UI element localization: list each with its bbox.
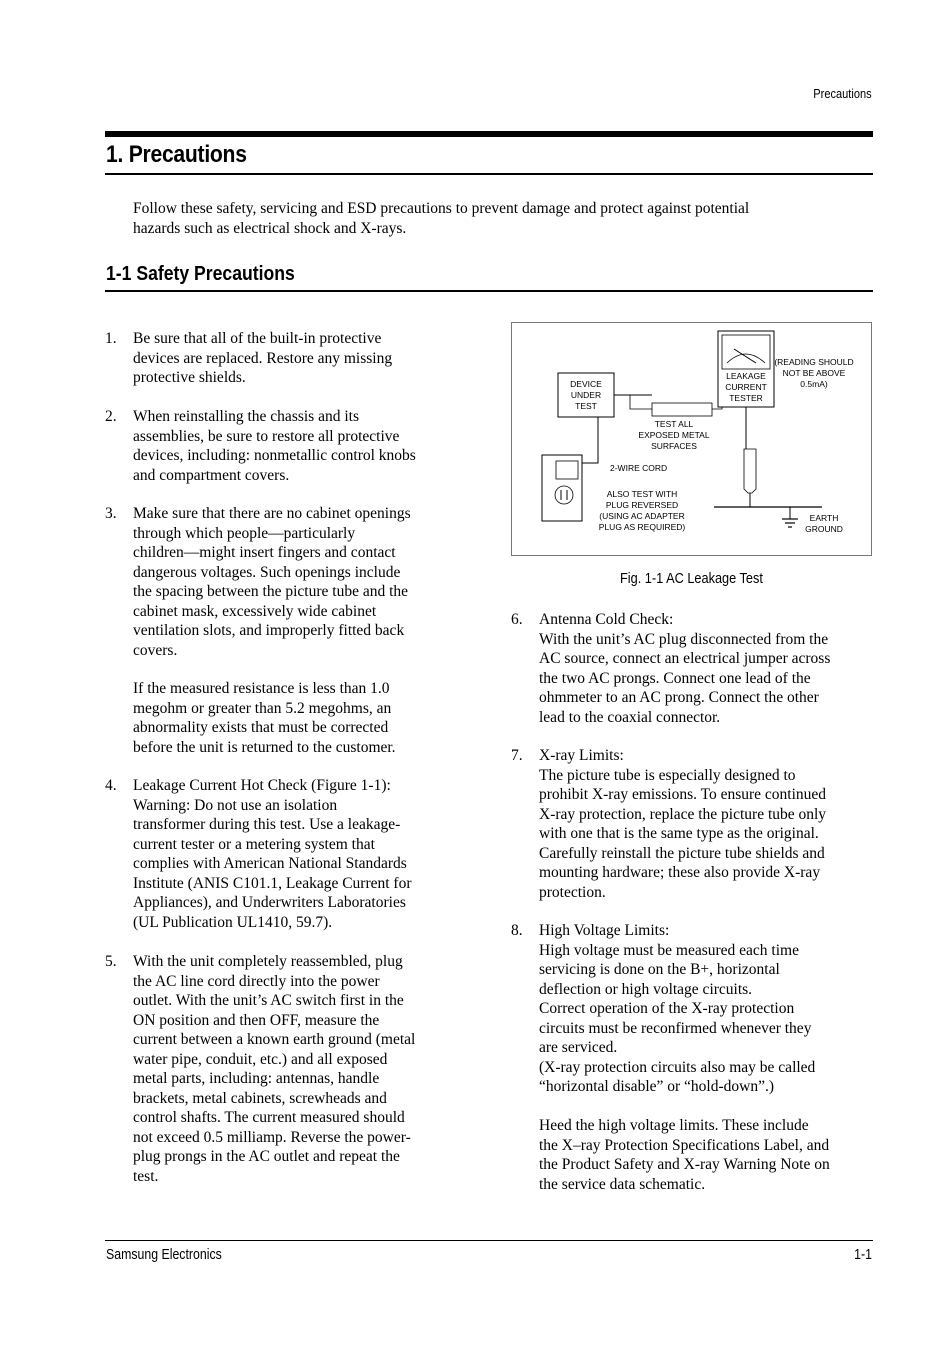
item-line: assemblies, be sure to restore all protective <box>133 427 400 445</box>
item-line: protective shields. <box>133 369 246 386</box>
also-test-label: (USING AC ADAPTER <box>599 511 685 521</box>
item-line: AC source, connect an electrical jumper across <box>539 650 831 667</box>
item-line: and compartment covers. <box>133 466 290 484</box>
section-title-rule <box>105 173 873 175</box>
item-line: are serviced. <box>539 1039 618 1056</box>
item-line: the AC line cord directly into the power <box>133 972 380 990</box>
item-line: the two AC prongs. Connect one lead of the <box>539 669 811 687</box>
intro-line: hazards such as electrical shock and X-rays. <box>133 219 407 237</box>
tester-label: LEAKAGE <box>726 371 766 381</box>
item-number: 2. <box>105 408 117 425</box>
item-line: Carefully reinstall the picture tube shields and <box>539 844 825 862</box>
earth-label: EARTH <box>809 513 839 523</box>
item-line: If the measured resistance is less than 1.0 <box>133 680 390 697</box>
reading-note: (READING SHOULD <box>774 357 854 367</box>
item-line: metal parts, including: antennas, handle <box>133 1070 380 1087</box>
reading-note: 0.5mA) <box>800 379 828 389</box>
item-line: not exceed 0.5 milliamp. Reverse the power- <box>133 1128 411 1146</box>
intro-paragraph <box>133 199 873 238</box>
item-line: “horizontal disable” or “hold-down”.) <box>539 1078 774 1095</box>
footer-company: Samsung Electronics <box>106 1247 222 1263</box>
item-line: current tester or a metering system that <box>133 835 375 853</box>
item-line: covers. <box>133 641 178 659</box>
item-number: 8. <box>511 922 523 939</box>
also-test-label: ALSO TEST WITH <box>606 489 678 499</box>
item-line: current between a known earth ground (metal <box>133 1031 416 1048</box>
item-line: X-ray protection, replace the picture tube only <box>539 805 827 823</box>
test-probe <box>652 403 712 416</box>
item-line: transformer during this test. Use a leakage- <box>133 816 401 833</box>
item-number: 3. <box>105 505 117 522</box>
item-line: High voltage must be measured each time <box>539 941 799 959</box>
outlet-socket <box>555 486 573 504</box>
probe-lead <box>630 395 652 409</box>
item-line: Correct operation of the X-ray protection <box>539 1000 795 1017</box>
item-line: Warning: Do not use an isolation <box>133 796 338 814</box>
item-line: The picture tube is especially designed to <box>539 766 796 784</box>
intro-line: Follow these safety, servicing and ESD precautions to prevent damage and protect against potential <box>133 200 750 217</box>
cord-label: 2-WIRE CORD <box>610 463 668 473</box>
figure-caption: Fig. 1-1 AC Leakage Test <box>620 570 763 587</box>
item-body <box>539 610 830 727</box>
item-line: before the unit is returned to the customer. <box>133 738 396 756</box>
running-header: Precautions <box>813 86 872 101</box>
item-line: ventilation slots, and improperly fitted back <box>133 622 405 639</box>
item-line: cabinet mask, excessively wide cabinet <box>133 602 377 620</box>
item-line: mounting hardware; these also provide X-ray <box>539 864 821 881</box>
item-number: 7. <box>511 747 523 764</box>
item-line: Leakage Current Hot Check (Figure 1-1): <box>133 777 391 794</box>
item-line: water pipe, conduit, etc.) and all exposed <box>133 1050 388 1068</box>
item-body <box>133 776 412 932</box>
item-number: 5. <box>105 953 117 970</box>
earth-label: GROUND <box>805 524 843 534</box>
item-line: the Product Safety and X-ray Warning Note on <box>539 1156 830 1173</box>
item-line: (UL Publication UL1410, 59.7). <box>133 913 333 931</box>
item-line: deflection or high voltage circuits. <box>539 980 753 998</box>
item-line: megohm or greater than 5.2 megohms, an <box>133 699 392 717</box>
item-body <box>539 1116 830 1194</box>
test-all-label: EXPOSED METAL <box>638 430 710 440</box>
ac-leakage-diagram <box>512 323 871 555</box>
item-line: (X-ray protection circuits also may be called <box>539 1058 816 1076</box>
item-line: complies with American National Standards <box>133 855 407 872</box>
item-number: 1. <box>105 330 117 347</box>
item-line: devices are replaced. Restore any missing <box>133 349 393 367</box>
item-line: devices, including: nonmetallic control knobs <box>133 447 416 464</box>
item-line: dangerous voltages. Such openings include <box>133 563 401 581</box>
item-line: brackets, metal cabinets, screwheads and <box>133 1089 387 1107</box>
item-line: the spacing between the picture tube and the <box>133 583 409 600</box>
item-line: the service data schematic. <box>539 1175 706 1193</box>
footer-rule <box>105 1240 873 1241</box>
top-rule <box>105 131 873 137</box>
item-line: circuits must be reconfirmed whenever they <box>539 1019 812 1037</box>
device-label: UNDER <box>570 390 602 400</box>
item-body <box>133 407 416 485</box>
item-line: ohmmeter to an AC prong. Connect the other <box>539 689 819 706</box>
item-number: 4. <box>105 777 117 794</box>
item-line: Be sure that all of the built-in protective <box>133 330 382 347</box>
item-line: outlet. With the unit’s AC switch first in the <box>133 992 404 1009</box>
item-line: with one that is the same type as the original. <box>539 825 819 842</box>
item-body <box>133 504 411 660</box>
test-all-label: SURFACES <box>651 441 697 451</box>
ac-plug <box>556 461 578 479</box>
item-line: When reinstalling the chassis and its <box>133 408 359 425</box>
item-body <box>539 921 815 1097</box>
tester-label: TESTER <box>729 393 763 403</box>
item-line: plug prongs in the AC outlet and repeat the <box>133 1148 400 1165</box>
item-line: protection. <box>539 883 606 901</box>
section-title: 1. Precautions <box>106 141 247 168</box>
item-line: test. <box>133 1167 159 1185</box>
item-line: Antenna Cold Check: <box>539 611 674 628</box>
tester-label: CURRENT <box>725 382 767 392</box>
item-line: the X–ray Protection Specifications Label, and <box>539 1136 830 1154</box>
item-body <box>133 679 396 757</box>
item-line: Appliances), and Underwriters Laboratories <box>133 894 406 911</box>
subsection-title: 1-1 Safety Precautions <box>106 263 295 285</box>
item-line: Heed the high voltage limits. These include <box>539 1117 809 1134</box>
ground-clip <box>744 449 756 493</box>
item-line: control shafts. The current measured should <box>133 1109 405 1126</box>
item-line: Institute (ANIS C101.1, Leakage Current for <box>133 874 412 892</box>
item-line: prohibit X-ray emissions. To ensure continued <box>539 786 827 803</box>
device-label: DEVICE <box>570 379 602 389</box>
subsection-rule <box>105 290 873 292</box>
item-line: High Voltage Limits: <box>539 922 670 939</box>
also-test-label: PLUG AS REQUIRED) <box>598 522 686 532</box>
meter-face <box>722 335 770 369</box>
reading-note: NOT BE ABOVE <box>782 368 846 378</box>
two-wire-cord <box>582 417 598 463</box>
item-body <box>133 329 392 388</box>
item-line: servicing is done on the B+, horizontal <box>539 961 780 978</box>
also-test-label: PLUG REVERSED <box>605 500 679 510</box>
item-line: abnormality exists that must be corrected <box>133 719 389 736</box>
item-body <box>133 952 415 1186</box>
item-line: X-ray Limits: <box>539 747 624 764</box>
device-label: TEST <box>575 401 597 411</box>
item-number: 6. <box>511 611 523 628</box>
item-line: lead to the coaxial connector. <box>539 708 721 726</box>
item-line: through which people—particularly <box>133 524 356 542</box>
footer-page-number: 1-1 <box>854 1247 872 1263</box>
item-line: With the unit completely reassembled, plug <box>133 953 403 970</box>
test-all-label: TEST ALL <box>654 419 694 429</box>
item-line: ON position and then OFF, measure the <box>133 1011 380 1029</box>
item-line: children—might insert fingers and contact <box>133 544 396 561</box>
item-line: Make sure that there are no cabinet openings <box>133 505 411 522</box>
item-line: With the unit’s AC plug disconnected from the <box>539 630 829 648</box>
ac-leakage-figure <box>511 322 872 556</box>
item-body <box>539 746 826 902</box>
